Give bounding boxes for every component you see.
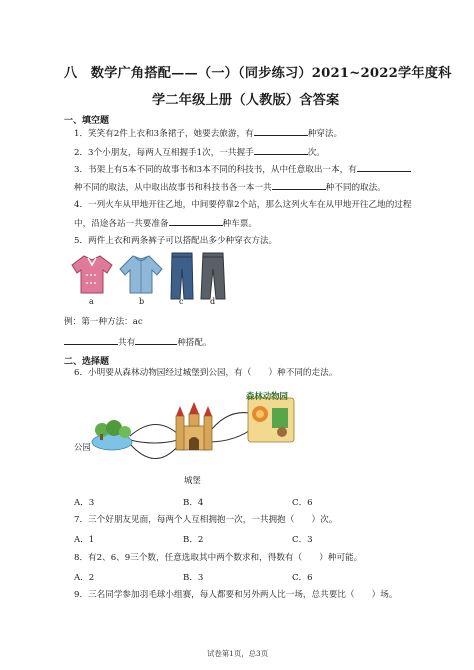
clothes-label-b: b <box>139 297 145 306</box>
clothes-label-a: a <box>89 297 94 306</box>
clothes-label-d: d <box>210 297 216 306</box>
park-label: 公园 <box>74 442 91 452</box>
question-3-line2: 种不同的取法，从中取出故事书和科技书各一本一共 种不同的取法。 <box>74 180 386 194</box>
question-4-line1: 4．一列火车从甲地开往乙地，中间要停靠2个站，那么这列火车在从甲地开往乙地的过程 <box>74 200 412 210</box>
doc-title-line1: 八 数学广角搭配——（一）（同步练习）2021~2022学年度科 <box>64 66 452 81</box>
q6-option-a[interactable]: A．3 <box>74 498 95 508</box>
question-4-line2: 中，沿途各站一共要准备 种车票。 <box>74 216 257 230</box>
question-7: 7．三个好朋友见面，每两个人互相拥抱一次，一共拥抱（ ）次。 <box>74 515 338 525</box>
doc-title-line2: 学二年级上册（人教版）含答案 <box>152 93 340 108</box>
castle-label: 城堡 <box>184 475 201 485</box>
question-3-line1: 3．书架上有5本不同的故事书和3本不同的科技书，从中任意取出一本，有 <box>74 162 411 176</box>
answer-blank[interactable] <box>169 216 223 226</box>
question-5-answer: 共有 种搭配。 <box>64 335 212 349</box>
question-9: 9．三名同学参加羽毛球小组赛，每人都要和另外两人比一场，总共要比（ ）场。 <box>74 590 398 600</box>
jeans-picture <box>170 251 194 301</box>
section-heading-fill: 一、填空题 <box>64 116 110 126</box>
question-5-example: 例：第一种方法：ac <box>64 317 143 327</box>
answer-blank[interactable] <box>254 126 308 136</box>
answer-blank[interactable] <box>254 145 308 155</box>
pink-shirt-picture <box>70 253 114 295</box>
question-8: 8．有2、6、9三个数，任意选取其中两个数求和，得数有（ ）种可能。 <box>74 553 363 563</box>
q7-option-c[interactable]: C．3 <box>292 535 313 545</box>
q8-option-b[interactable]: B．3 <box>183 573 204 583</box>
zoo-label: 森林动物园 <box>246 391 288 401</box>
q7-option-a[interactable]: A．1 <box>74 535 95 545</box>
answer-blank[interactable] <box>272 180 326 190</box>
clothes-label-c: c <box>179 297 184 306</box>
answer-blank[interactable] <box>357 162 411 172</box>
answer-blank[interactable] <box>64 335 118 345</box>
question-1: 1．笑笑有2件上衣和3条裙子，她要去旅游，有 种穿法。 <box>74 126 342 140</box>
trousers-picture <box>200 251 226 301</box>
q8-option-a[interactable]: A．2 <box>74 573 95 583</box>
question-2: 2．3个小朋友，每两人互相握手1次，一共握手 次。 <box>74 145 325 159</box>
q6-option-b[interactable]: B．4 <box>183 498 204 508</box>
answer-blank[interactable] <box>135 335 177 345</box>
section-heading-choice: 二、选择题 <box>64 357 110 367</box>
blue-blouse-picture <box>118 253 164 295</box>
page-footer: 试卷第1页，总3页 <box>207 649 269 658</box>
q8-option-c[interactable]: C．6 <box>292 573 313 583</box>
question-6: 6．小明要从森林动物园经过城堡到公园，有（ ）种不同的走法。 <box>74 368 338 378</box>
q7-option-b[interactable]: B．2 <box>183 535 204 545</box>
q6-option-c[interactable]: C．6 <box>292 498 313 508</box>
question-5: 5．两件上衣和两条裤子可以搭配出多少种穿衣方法。 <box>74 236 278 246</box>
